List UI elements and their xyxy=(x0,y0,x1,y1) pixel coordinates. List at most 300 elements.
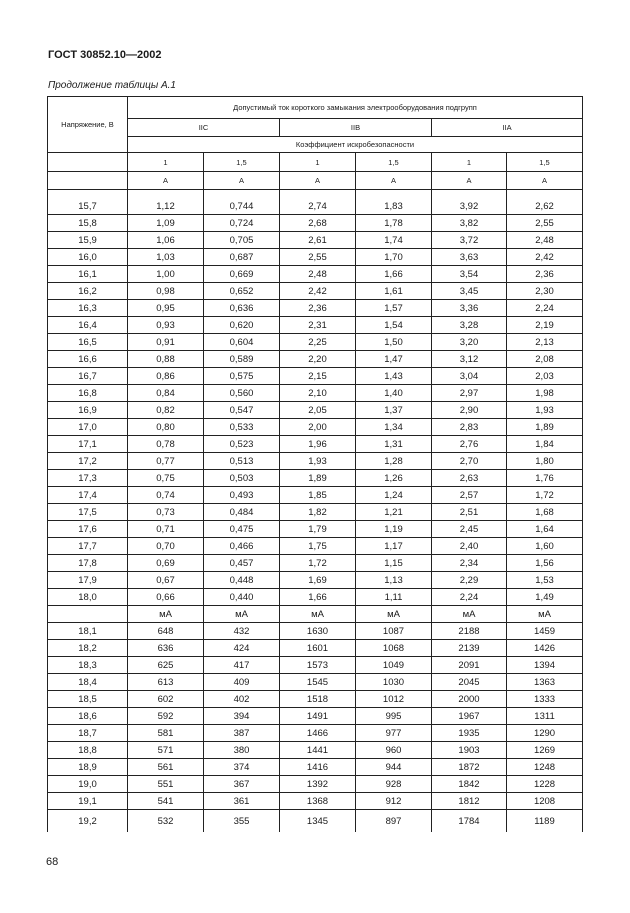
voltage-cell: 16,0 xyxy=(48,249,128,266)
current-cell: 0,80 xyxy=(128,419,204,436)
table-row xyxy=(48,368,583,385)
voltage-cell: 18,3 xyxy=(48,657,128,674)
current-cell: 1248 xyxy=(507,759,583,776)
voltage-cell: 16,4 xyxy=(48,317,128,334)
current-cell: 928 xyxy=(356,776,432,793)
current-cell: 0,82 xyxy=(128,402,204,419)
table-row xyxy=(48,725,583,742)
voltage-cell: 16,5 xyxy=(48,334,128,351)
table-row xyxy=(48,385,583,402)
current-cell: 1545 xyxy=(280,674,356,691)
voltage-cell: 18,5 xyxy=(48,691,128,708)
current-cell: 0,440 xyxy=(204,589,280,606)
current-cell: 1,31 xyxy=(356,436,432,453)
voltage-cell: 18,4 xyxy=(48,674,128,691)
current-cell: 0,73 xyxy=(128,504,204,521)
current-cell: 2,08 xyxy=(507,351,583,368)
current-cell: 409 xyxy=(204,674,280,691)
coef-cell: 1,5 xyxy=(507,153,583,172)
current-cell: 1012 xyxy=(356,691,432,708)
spacer-cell xyxy=(280,190,356,199)
current-cell: 1,82 xyxy=(280,504,356,521)
current-cell: 1872 xyxy=(432,759,507,776)
current-cell: 1967 xyxy=(432,708,507,725)
current-cell: 0,95 xyxy=(128,300,204,317)
current-cell: 1368 xyxy=(280,793,356,810)
current-cell: 1,12 xyxy=(128,198,204,215)
voltage-cell: 16,6 xyxy=(48,351,128,368)
current-cell: 625 xyxy=(128,657,204,674)
voltage-cell: 17,1 xyxy=(48,436,128,453)
current-cell: 1,89 xyxy=(280,470,356,487)
current-cell: 3,45 xyxy=(432,283,507,300)
current-cell: 0,88 xyxy=(128,351,204,368)
table-row xyxy=(48,623,583,640)
current-cell: 1935 xyxy=(432,725,507,742)
current-cell: 1,93 xyxy=(280,453,356,470)
current-cell: 0,457 xyxy=(204,555,280,572)
current-cell: 1,70 xyxy=(356,249,432,266)
table-row xyxy=(48,334,583,351)
current-cell: 2,13 xyxy=(507,334,583,351)
current-cell: 0,669 xyxy=(204,266,280,283)
table-row xyxy=(48,487,583,504)
current-cell: 0,604 xyxy=(204,334,280,351)
unit-cell: мА xyxy=(356,606,432,623)
current-cell: 1,26 xyxy=(356,470,432,487)
coefficient-header: Коэффициент искробезопасности xyxy=(128,137,583,153)
current-cell: 2,63 xyxy=(432,470,507,487)
current-cell: 2,48 xyxy=(280,266,356,283)
coef-cell: 1 xyxy=(280,153,356,172)
current-cell: 1416 xyxy=(280,759,356,776)
current-cell: 0,589 xyxy=(204,351,280,368)
current-cell: 2,30 xyxy=(507,283,583,300)
voltage-cell: 15,9 xyxy=(48,232,128,249)
current-cell: 0,484 xyxy=(204,504,280,521)
current-cell: 0,75 xyxy=(128,470,204,487)
current-cell: 1,75 xyxy=(280,538,356,555)
current-cell: 1,69 xyxy=(280,572,356,589)
current-cell: 1630 xyxy=(280,623,356,640)
current-cell: 1,64 xyxy=(507,521,583,538)
current-cell: 897 xyxy=(356,810,432,833)
current-cell: 0,91 xyxy=(128,334,204,351)
current-cell: 2,70 xyxy=(432,453,507,470)
current-cell: 432 xyxy=(204,623,280,640)
table-row xyxy=(48,589,583,606)
current-cell: 2,00 xyxy=(280,419,356,436)
voltage-cell: 18,1 xyxy=(48,623,128,640)
table-row xyxy=(48,453,583,470)
current-cell: 1,11 xyxy=(356,589,432,606)
table-row xyxy=(48,504,583,521)
spacer-cell xyxy=(128,190,204,199)
table-row xyxy=(48,351,583,368)
unit-cell: мА xyxy=(280,606,356,623)
table-row xyxy=(48,657,583,674)
table-row xyxy=(48,759,583,776)
table-row xyxy=(48,572,583,589)
current-cell: 1,61 xyxy=(356,283,432,300)
unit-cell: мА xyxy=(128,606,204,623)
current-cell: 3,28 xyxy=(432,317,507,334)
voltage-cell: 15,8 xyxy=(48,215,128,232)
unit-cell: мА xyxy=(507,606,583,623)
unit-cell: А xyxy=(432,172,507,190)
current-cell: 1491 xyxy=(280,708,356,725)
spacer-cell xyxy=(204,190,280,199)
current-cell: 1,03 xyxy=(128,249,204,266)
current-cell: 960 xyxy=(356,742,432,759)
current-cell: 581 xyxy=(128,725,204,742)
voltage-cell: 17,7 xyxy=(48,538,128,555)
current-cell: 402 xyxy=(204,691,280,708)
current-cell: 1189 xyxy=(507,810,583,833)
current-cell: 2,03 xyxy=(507,368,583,385)
current-cell: 2,36 xyxy=(280,300,356,317)
current-cell: 1,76 xyxy=(507,470,583,487)
current-cell: 1903 xyxy=(432,742,507,759)
current-cell: 1,17 xyxy=(356,538,432,555)
current-cell: 2,45 xyxy=(432,521,507,538)
coef-cell: 1 xyxy=(432,153,507,172)
current-cell: 648 xyxy=(128,623,204,640)
spacer-cell xyxy=(507,190,583,199)
current-cell: 1,53 xyxy=(507,572,583,589)
current-cell: 0,466 xyxy=(204,538,280,555)
current-cell: 1208 xyxy=(507,793,583,810)
current-cell: 2,36 xyxy=(507,266,583,283)
current-cell: 1,00 xyxy=(128,266,204,283)
current-cell: 1394 xyxy=(507,657,583,674)
current-cell: 0,560 xyxy=(204,385,280,402)
voltage-cell: 17,8 xyxy=(48,555,128,572)
current-cell: 2,24 xyxy=(507,300,583,317)
unit-cell: А xyxy=(280,172,356,190)
current-cell: 0,86 xyxy=(128,368,204,385)
current-cell: 561 xyxy=(128,759,204,776)
current-cell: 0,724 xyxy=(204,215,280,232)
current-cell: 3,04 xyxy=(432,368,507,385)
voltage-cell: 19,0 xyxy=(48,776,128,793)
current-cell: 2,51 xyxy=(432,504,507,521)
current-cell: 2,15 xyxy=(280,368,356,385)
current-cell: 1,57 xyxy=(356,300,432,317)
current-cell: 602 xyxy=(128,691,204,708)
unit-cell: А xyxy=(356,172,432,190)
table-row xyxy=(48,232,583,249)
voltage-cell: 17,9 xyxy=(48,572,128,589)
current-cell: 1,49 xyxy=(507,589,583,606)
spacer-row xyxy=(48,190,583,199)
current-cell: 1,98 xyxy=(507,385,583,402)
current-cell: 1,13 xyxy=(356,572,432,589)
current-cell: 1,54 xyxy=(356,317,432,334)
current-cell: 1311 xyxy=(507,708,583,725)
current-cell: 3,36 xyxy=(432,300,507,317)
current-cell: 1030 xyxy=(356,674,432,691)
table-row xyxy=(48,640,583,657)
current-cell: 355 xyxy=(204,810,280,833)
table-row xyxy=(48,419,583,436)
table-row xyxy=(48,708,583,725)
table-row xyxy=(48,249,583,266)
current-cell: 3,63 xyxy=(432,249,507,266)
current-cell: 1392 xyxy=(280,776,356,793)
current-cell: 1518 xyxy=(280,691,356,708)
current-cell: 1459 xyxy=(507,623,583,640)
current-cell: 2,42 xyxy=(507,249,583,266)
current-cell: 1068 xyxy=(356,640,432,657)
table-row xyxy=(48,793,583,810)
page-number: 68 xyxy=(46,856,59,868)
current-cell: 2,97 xyxy=(432,385,507,402)
current-cell: 424 xyxy=(204,640,280,657)
current-cell: 2045 xyxy=(432,674,507,691)
current-cell: 1,60 xyxy=(507,538,583,555)
current-cell: 1,43 xyxy=(356,368,432,385)
current-cell: 0,744 xyxy=(204,198,280,215)
voltage-cell: 17,0 xyxy=(48,419,128,436)
current-cell: 2139 xyxy=(432,640,507,657)
current-cell: 2,42 xyxy=(280,283,356,300)
current-cell: 541 xyxy=(128,793,204,810)
current-cell: 0,575 xyxy=(204,368,280,385)
empty-cell xyxy=(48,153,128,172)
current-cell: 551 xyxy=(128,776,204,793)
current-cell: 0,620 xyxy=(204,317,280,334)
current-cell: 1426 xyxy=(507,640,583,657)
current-cell: 1,79 xyxy=(280,521,356,538)
current-cell: 1,83 xyxy=(356,198,432,215)
spacer-cell xyxy=(432,190,507,199)
current-cell: 0,448 xyxy=(204,572,280,589)
table-row xyxy=(48,521,583,538)
voltage-header: Напряжение, В xyxy=(48,97,128,153)
current-cell: 1333 xyxy=(507,691,583,708)
current-cell: 0,84 xyxy=(128,385,204,402)
current-cell: 1,06 xyxy=(128,232,204,249)
current-cell: 2,55 xyxy=(280,249,356,266)
spacer-cell xyxy=(356,190,432,199)
voltage-cell: 18,8 xyxy=(48,742,128,759)
table-row xyxy=(48,470,583,487)
current-cell: 613 xyxy=(128,674,204,691)
unit-cell: мА xyxy=(204,606,280,623)
current-cell: 0,67 xyxy=(128,572,204,589)
current-cell: 0,523 xyxy=(204,436,280,453)
current-cell: 1441 xyxy=(280,742,356,759)
document-title: ГОСТ 30852.10—2002 xyxy=(48,49,162,61)
table-row xyxy=(48,402,583,419)
table-row xyxy=(48,436,583,453)
current-cell: 2,83 xyxy=(432,419,507,436)
empty-cell xyxy=(48,172,128,190)
current-cell: 1087 xyxy=(356,623,432,640)
table-row xyxy=(48,742,583,759)
current-cell: 1,19 xyxy=(356,521,432,538)
current-cell: 2,34 xyxy=(432,555,507,572)
table-row xyxy=(48,538,583,555)
current-cell: 1,89 xyxy=(507,419,583,436)
table-row xyxy=(48,674,583,691)
empty-cell xyxy=(48,606,128,623)
voltage-cell: 19,1 xyxy=(48,793,128,810)
voltage-cell: 17,6 xyxy=(48,521,128,538)
current-cell: 0,513 xyxy=(204,453,280,470)
current-cell: 0,66 xyxy=(128,589,204,606)
current-cell: 1049 xyxy=(356,657,432,674)
current-cell: 1,68 xyxy=(507,504,583,521)
current-cell: 3,92 xyxy=(432,198,507,215)
current-cell: 1269 xyxy=(507,742,583,759)
current-table xyxy=(47,96,583,832)
voltage-cell: 16,1 xyxy=(48,266,128,283)
voltage-cell: 15,7 xyxy=(48,198,128,215)
voltage-cell: 18,0 xyxy=(48,589,128,606)
current-cell: 1,66 xyxy=(280,589,356,606)
current-cell: 3,72 xyxy=(432,232,507,249)
voltage-cell: 17,2 xyxy=(48,453,128,470)
current-cell: 1290 xyxy=(507,725,583,742)
table-row xyxy=(48,266,583,283)
current-cell: 0,493 xyxy=(204,487,280,504)
current-cell: 3,12 xyxy=(432,351,507,368)
current-cell: 2,05 xyxy=(280,402,356,419)
current-cell: 912 xyxy=(356,793,432,810)
current-cell: 374 xyxy=(204,759,280,776)
table-row xyxy=(48,283,583,300)
current-cell: 995 xyxy=(356,708,432,725)
coef-cell: 1,5 xyxy=(356,153,432,172)
current-cell: 0,78 xyxy=(128,436,204,453)
current-cell: 1,96 xyxy=(280,436,356,453)
current-cell: 2,57 xyxy=(432,487,507,504)
current-cell: 532 xyxy=(128,810,204,833)
current-cell: 1842 xyxy=(432,776,507,793)
voltage-cell: 18,6 xyxy=(48,708,128,725)
voltage-cell: 16,9 xyxy=(48,402,128,419)
current-cell: 380 xyxy=(204,742,280,759)
current-cell: 2,68 xyxy=(280,215,356,232)
current-cell: 2000 xyxy=(432,691,507,708)
current-cell: 1,40 xyxy=(356,385,432,402)
current-cell: 1,66 xyxy=(356,266,432,283)
table-row xyxy=(48,300,583,317)
current-cell: 2,55 xyxy=(507,215,583,232)
current-cell: 571 xyxy=(128,742,204,759)
current-cell: 1,34 xyxy=(356,419,432,436)
table-row xyxy=(48,198,583,215)
table-row xyxy=(48,776,583,793)
current-cell: 2,74 xyxy=(280,198,356,215)
current-cell: 592 xyxy=(128,708,204,725)
current-cell: 3,82 xyxy=(432,215,507,232)
current-cell: 1,28 xyxy=(356,453,432,470)
current-cell: 1,24 xyxy=(356,487,432,504)
unit-row xyxy=(48,606,583,623)
current-cell: 2,48 xyxy=(507,232,583,249)
current-cell: 2,40 xyxy=(432,538,507,555)
current-cell: 1,56 xyxy=(507,555,583,572)
current-cell: 2,62 xyxy=(507,198,583,215)
current-cell: 0,71 xyxy=(128,521,204,538)
current-cell: 1345 xyxy=(280,810,356,833)
current-cell: 0,547 xyxy=(204,402,280,419)
coef-cell: 1 xyxy=(128,153,204,172)
current-cell: 2,31 xyxy=(280,317,356,334)
current-cell: 977 xyxy=(356,725,432,742)
voltage-cell: 16,3 xyxy=(48,300,128,317)
voltage-cell: 16,2 xyxy=(48,283,128,300)
current-cell: 1784 xyxy=(432,810,507,833)
voltage-cell: 16,8 xyxy=(48,385,128,402)
current-cell: 2,20 xyxy=(280,351,356,368)
current-cell: 1,72 xyxy=(507,487,583,504)
current-cell: 3,54 xyxy=(432,266,507,283)
voltage-cell: 17,3 xyxy=(48,470,128,487)
voltage-cell: 18,7 xyxy=(48,725,128,742)
current-cell: 1,84 xyxy=(507,436,583,453)
current-cell: 367 xyxy=(204,776,280,793)
current-cell: 0,475 xyxy=(204,521,280,538)
current-cell: 636 xyxy=(128,640,204,657)
current-cell: 394 xyxy=(204,708,280,725)
table-body xyxy=(48,190,583,833)
current-cell: 1,93 xyxy=(507,402,583,419)
current-cell: 2,90 xyxy=(432,402,507,419)
current-cell: 2,19 xyxy=(507,317,583,334)
current-cell: 0,69 xyxy=(128,555,204,572)
table-continuation-caption: Продолжение таблицы А.1 xyxy=(48,80,176,91)
voltage-cell: 19,2 xyxy=(48,810,128,833)
group-header-iic: IIC xyxy=(128,119,280,137)
current-cell: 944 xyxy=(356,759,432,776)
current-cell: 1,37 xyxy=(356,402,432,419)
voltage-cell: 16,7 xyxy=(48,368,128,385)
current-cell: 3,20 xyxy=(432,334,507,351)
group-header-iib: IIB xyxy=(280,119,432,137)
current-cell: 1466 xyxy=(280,725,356,742)
current-cell: 0,533 xyxy=(204,419,280,436)
current-cell: 0,98 xyxy=(128,283,204,300)
current-cell: 2188 xyxy=(432,623,507,640)
current-cell: 1,47 xyxy=(356,351,432,368)
voltage-cell: 17,5 xyxy=(48,504,128,521)
current-cell: 0,636 xyxy=(204,300,280,317)
current-cell: 1,78 xyxy=(356,215,432,232)
current-cell: 2,29 xyxy=(432,572,507,589)
unit-cell: мА xyxy=(432,606,507,623)
current-cell: 1,09 xyxy=(128,215,204,232)
voltage-cell: 18,9 xyxy=(48,759,128,776)
current-cell: 1812 xyxy=(432,793,507,810)
current-cell: 1,21 xyxy=(356,504,432,521)
current-cell: 2091 xyxy=(432,657,507,674)
current-cell: 417 xyxy=(204,657,280,674)
current-cell: 1363 xyxy=(507,674,583,691)
coef-cell: 1,5 xyxy=(204,153,280,172)
current-cell: 1,15 xyxy=(356,555,432,572)
voltage-cell: 17,4 xyxy=(48,487,128,504)
table-row xyxy=(48,691,583,708)
unit-cell: А xyxy=(507,172,583,190)
current-cell: 2,76 xyxy=(432,436,507,453)
current-cell: 387 xyxy=(204,725,280,742)
current-cell: 0,74 xyxy=(128,487,204,504)
table-row xyxy=(48,810,583,833)
